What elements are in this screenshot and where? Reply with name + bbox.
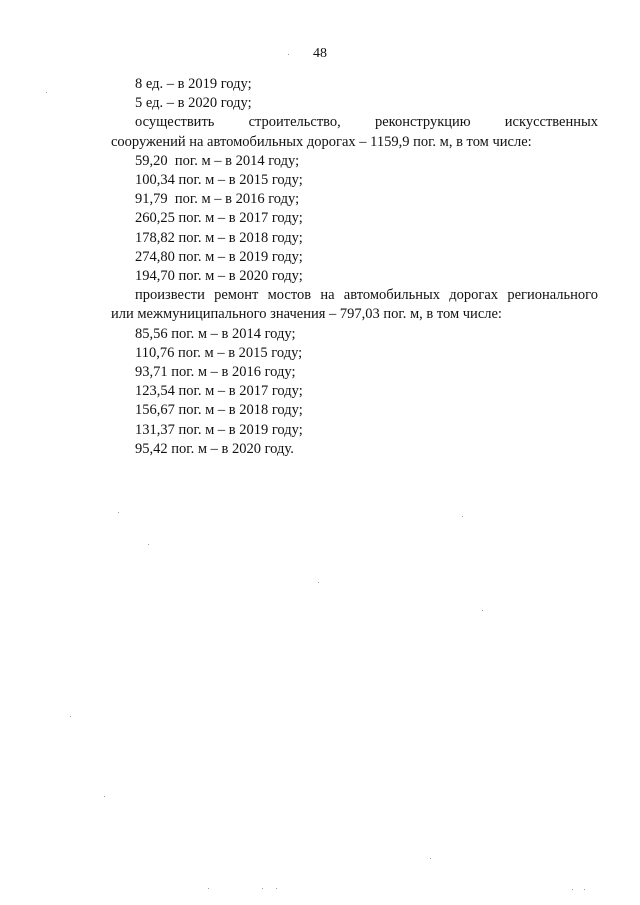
- scan-speck: [262, 888, 263, 889]
- scan-speck: [462, 516, 463, 517]
- list-item: 91,79 пог. м – в 2016 году;: [135, 191, 300, 208]
- list-item: 85,56 пог. м – в 2014 году;: [135, 325, 296, 342]
- list-item: 110,76 пог. м – в 2015 году;: [135, 344, 303, 361]
- paragraph-construction-continuation: сооружений на автомобильных дорогах – 1159,9 пог. м, в том числе:: [111, 133, 532, 150]
- scan-speck: [70, 716, 71, 717]
- scan-speck: [318, 582, 319, 583]
- list-item: 123,54 пог. м – в 2017 году;: [135, 383, 303, 400]
- scan-speck: [208, 888, 209, 889]
- scan-speck: [572, 889, 573, 890]
- list-item: 260,25 пог. м – в 2017 году;: [135, 210, 303, 227]
- list-item: 93,71 пог. м – в 2016 году;: [135, 364, 296, 381]
- scan-speck: [584, 889, 585, 890]
- scan-speck: [430, 858, 431, 859]
- paragraph-construction-first-line: осуществить строительство, реконструкцию искусственных: [135, 114, 598, 131]
- scan-speck: [104, 796, 105, 797]
- scan-speck: [148, 544, 149, 545]
- list-item: 100,34 пог. м – в 2015 году;: [135, 172, 303, 189]
- page-number: 48: [313, 46, 327, 61]
- paragraph-repair-first-line: произвести ремонт мостов на автомобильных дорогах регионального: [135, 287, 598, 304]
- list-item: 95,42 пог. м – в 2020 году.: [135, 440, 294, 457]
- paragraph-repair-continuation: или межмуниципального значения – 797,03 пог. м, в том числе:: [111, 306, 502, 323]
- scan-speck: [482, 610, 483, 611]
- scan-speck: [276, 888, 277, 889]
- scan-speck: [118, 512, 119, 513]
- list-item: 156,67 пог. м – в 2018 году;: [135, 402, 303, 419]
- scan-speck: [46, 92, 47, 93]
- list-item: 194,70 пог. м – в 2020 году;: [135, 268, 303, 285]
- list-item: 5 ед. – в 2020 году;: [135, 95, 252, 112]
- list-item: 178,82 пог. м – в 2018 году;: [135, 229, 303, 246]
- list-item: 274,80 пог. м – в 2019 году;: [135, 248, 303, 265]
- list-item: 8 ед. – в 2019 году;: [135, 76, 252, 92]
- document-body: [111, 75, 598, 459]
- scan-speck: [288, 54, 289, 55]
- list-item: 131,37 пог. м – в 2019 году;: [135, 421, 303, 438]
- list-item: 59,20 пог. м – в 2014 году;: [135, 152, 300, 169]
